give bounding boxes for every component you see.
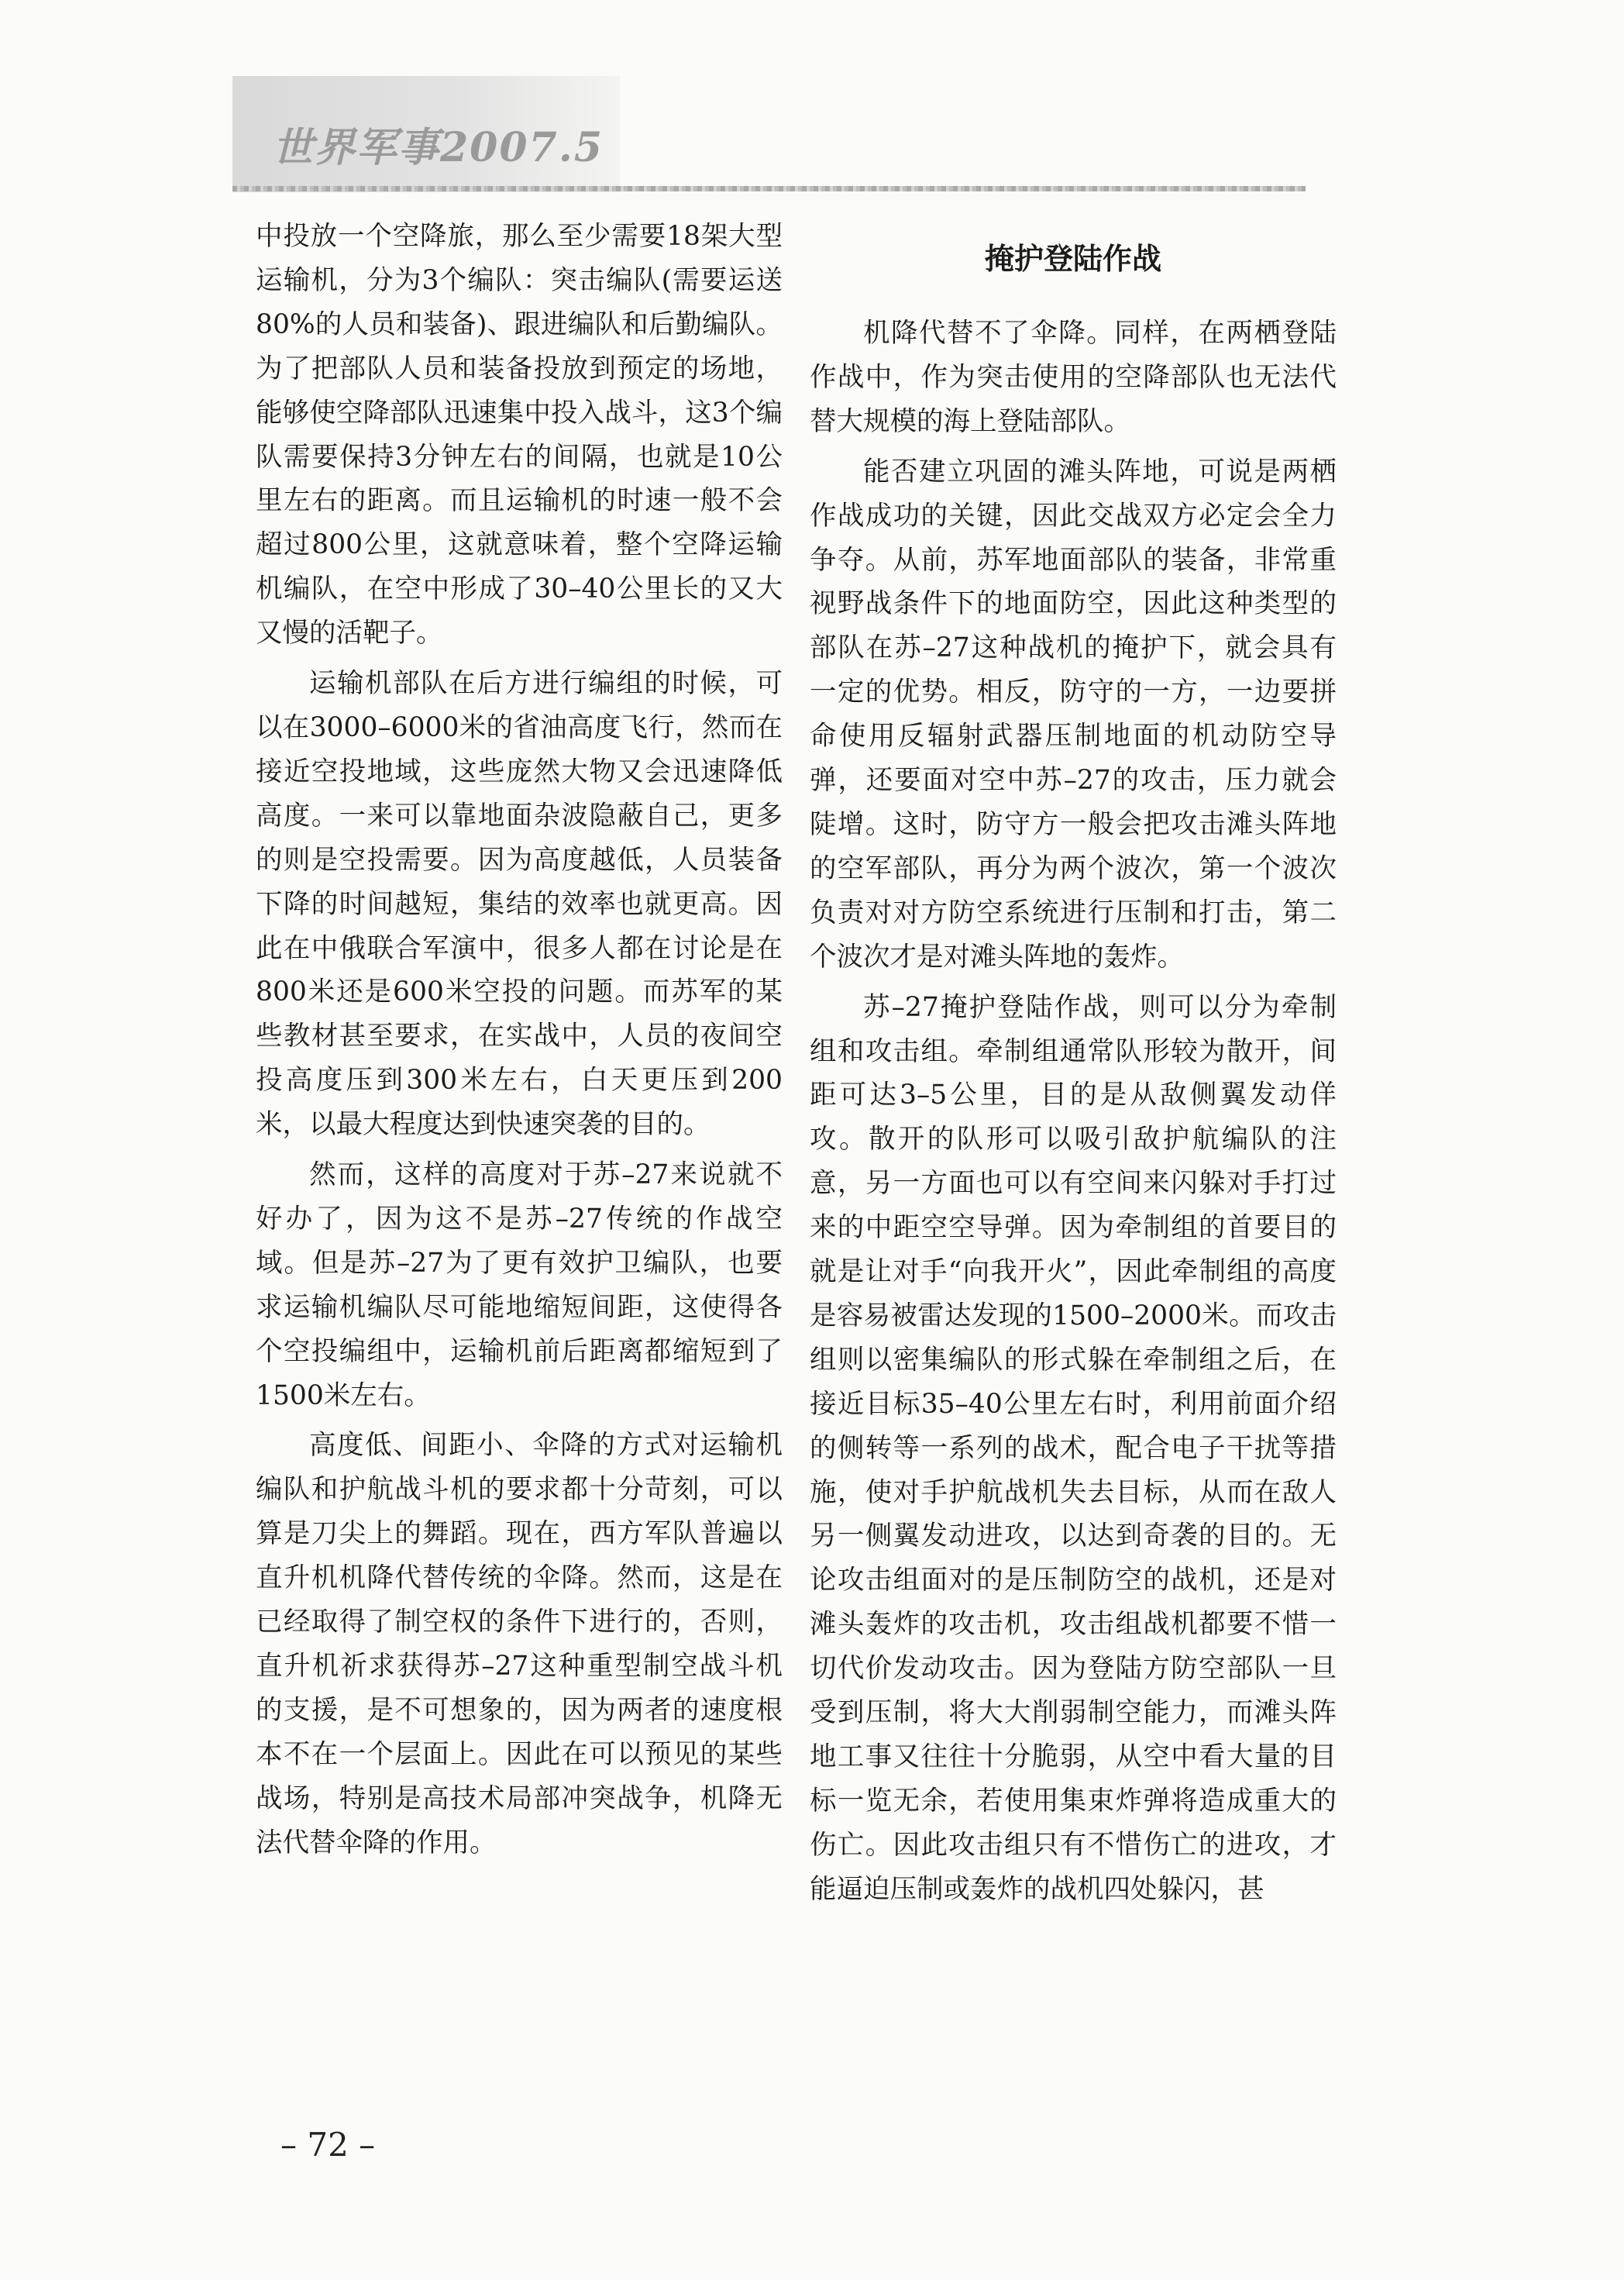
right-paragraph-1: 机降代替不了伞降。同样，在两栖登陆作战中，作为突击使用的空降部队也无法代替大规模的海上登陆部队。: [810, 318, 1337, 437]
left-paragraph-3: 然而，这样的高度对于苏–27来说就不好办了，因为这不是苏–27传统的作战空域。但是苏–27为了更有效护卫编队，也要求运输机编队尽可能地缩短间距，这使得各个空投编组中，运输机前后距离都缩短到了1500米左右。: [256, 1159, 783, 1411]
magazine-header-title: 世界军事2007.5: [273, 124, 604, 171]
left-paragraph-4: 高度低、间距小、伞降的方式对运输机编队和护航战斗机的要求都十分苛刻，可以算是刀尖上的舞蹈。现在，西方军队普遍以直升机机降代替传统的伞降。然而，这是在已经取得了制空权的条件下进行的，否则，直升机祈求获得苏–27这种重型制空战斗机的支援，是不可想象的，因为两者的速度根本不在一个层面上。因此在可以预见的某些战场，特别是高技术局部冲突战争，机降无法代替伞降的作用。: [256, 1430, 783, 1858]
section-heading: 掩护登陆作战: [984, 242, 1161, 276]
page-number: – 72 –: [280, 2126, 376, 2164]
header-rule: [232, 186, 1306, 191]
right-paragraph-3: 苏–27掩护登陆作战，则可以分为牵制组和攻击组。牵制组通常队形较为散开，间距可达3–5公里，目的是从敌侧翼发动佯攻。散开的队形可以吸引敌护航编队的注意，另一方面也可以有空间来闪躲对手打过来的中距空空导弹。因为牵制组的首要目的就是让对手“向我开火”，因此牵制组的高度是容易被雷达发现的1500–2000米。而攻击组则以密集编队的形式躲在牵制组之后，在接近目标35–40公里左右时，利用前面介绍的侧转等一系列的战术，配合电子干扰等措施，使对手护航战机失去目标，从而在敌人另一侧翼发动进攻，以达到奇袭的目的。无论攻击组面对的是压制防空的战机，还是对滩头轰炸的攻击机，攻击组战机都要不惜一切代价发动攻击。因为登陆方防空部队一旦受到压制，将大大削弱制空能力，而滩头阵地工事又往往十分脆弱，从空中看大量的目标一览无余，若使用集束炸弹将造成重大的伤亡。因此攻击组只有不惜伤亡的进攻，才能逼迫压制或轰炸的战机四处躲闪，甚: [810, 991, 1337, 1905]
left-column: [256, 215, 783, 1865]
right-column: [810, 237, 1337, 1912]
right-paragraph-2: 能否建立巩固的滩头阵地，可说是两栖作战成功的关键，因此交战双方必定会全力争夺。从前，苏军地面部队的装备，非常重视野战条件下的地面防空，因此这种类型的部队在苏–27这种战机的掩护下，就会具有一定的优势。相反，防守的一方，一边要拼命使用反辐射武器压制地面的机动防空导弹，还要面对空中苏–27的攻击，压力就会陡增。这时，防守方一般会把攻击滩头阵地的空军部队，再分为两个波次，第一个波次负责对对方防空系统进行压制和打击，第二个波次才是对滩头阵地的轰炸。: [810, 456, 1337, 973]
left-paragraph-2: 运输机部队在后方进行编组的时候，可以在3000–6000米的省油高度飞行，然而在接近空投地域，这些庞然大物又会迅速降低高度。一来可以靠地面杂波隐蔽自己，更多的则是空投需要。因为高度越低，人员装备下降的时间越短，集结的效率也就更高。因此在中俄联合军演中，很多人都在讨论是在800米还是600米空投的问题。而苏军的某些教材甚至要求，在实战中，人员的夜间空投高度压到300米左右，白天更压到200米，以最大程度达到快速突袭的目的。: [256, 668, 783, 1141]
left-paragraph-1: 中投放一个空降旅，那么至少需要18架大型运输机，分为3个编队：突击编队(需要运送80%的人员和装备)、跟进编队和后勤编队。为了把部队人员和装备投放到预定的场地，能够使空降部队迅速集中投入战斗，这3个编队需要保持3分钟左右的间隔，也就是10公里左右的距离。而且运输机的时速一般不会超过800公里，这就意味着，整个空降运输机编队，在空中形成了30–40公里长的又大又慢的活靶子。: [256, 221, 783, 649]
